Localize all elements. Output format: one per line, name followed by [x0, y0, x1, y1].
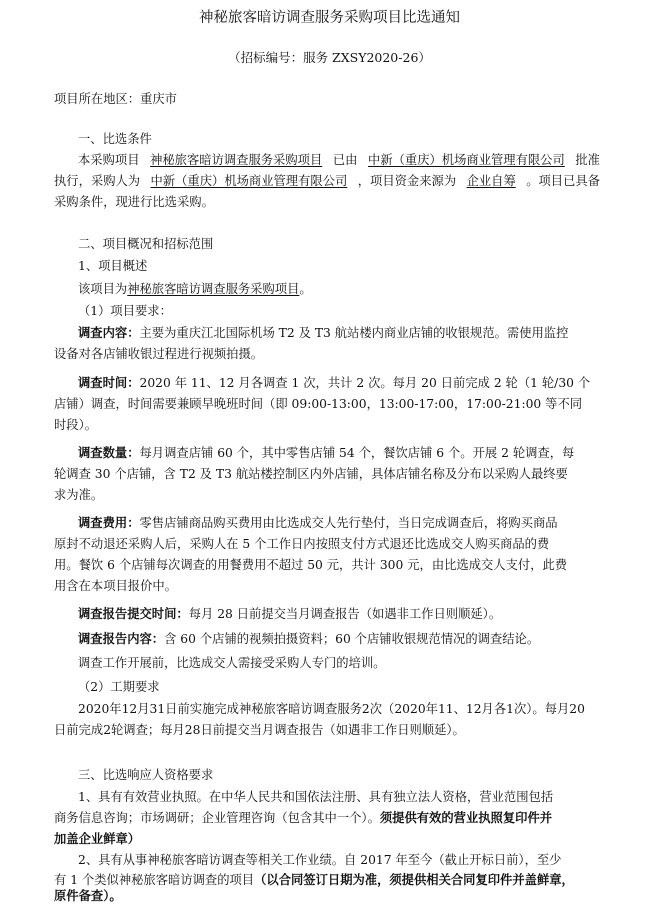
label: 调查报告提交时间： — [78, 606, 189, 621]
emphasis: （以合同签订日期为准，须提供相关合同复印件并盖鲜章， — [254, 872, 574, 887]
bid-number: （招标编号：服务 ZXSY2020-26） — [228, 50, 431, 65]
section1-line3: 采购条件，现进行比选采购。 — [54, 195, 214, 209]
requirements-heading: （1）项目要求： — [78, 304, 172, 318]
survey-time-line1 — [78, 375, 590, 391]
text: 含 60 个店铺的视频拍摄资料；60 个店铺收银规范情况的调查结论。 — [164, 632, 540, 646]
text: 。 — [299, 282, 312, 296]
survey-qty-line1 — [78, 445, 574, 461]
text: 已由 — [332, 153, 358, 167]
qual1-line3: 加盖企业鲜章） — [54, 831, 141, 846]
approver-name: 中新（重庆）机场商业管理有限公司 — [368, 153, 565, 167]
survey-cost-line3: 用。餐饮 6 个店铺每次调查的用餐费用不超过 50 元，共计 300 元，由比选成交人支付，此费 — [54, 558, 568, 572]
section1-line1 — [78, 152, 600, 168]
project-name: 神秘旅客暗访调查服务采购项目 — [127, 282, 300, 296]
training-note: 调查工作开展前，比选成交人需接受采购人专门的培训。 — [78, 656, 386, 670]
text: 2020 年 11、12 月各调查 1 次，共计 2 次。每月 20 日前完成 2 轮（1 轮/30 个 — [139, 376, 591, 390]
period-line1: 2020年12月31日前实施完成神秘旅客暗访调查服务2次（2020年11、12月各1次）。每月20 — [78, 702, 585, 716]
text: 批准 — [575, 153, 600, 167]
qual2-line1: 2、具有从事神秘旅客暗访调查等相关工作业绩。自 2017 年至今（截止开标日前），至少 — [78, 853, 562, 867]
label: 调查时间： — [78, 375, 140, 390]
text: 执行，采购人为 — [54, 174, 141, 188]
survey-content-line2: 设备对各店铺收银过程进行视频拍摄。 — [54, 347, 264, 361]
fund-source: 企业自筹 — [466, 174, 516, 188]
text: 零售店铺商品购买费用由比选成交人先行垫付，当日完成调查后，将购买商品 — [139, 516, 558, 530]
survey-cost-line2: 原封不动退还采购人后，采购人在 5 个工作日内按照支付方式退还比选成交人购买商品的费 — [54, 537, 550, 551]
survey-cost-line4: 用含在本项目报价中。 — [54, 579, 177, 593]
label: 调查内容： — [78, 325, 140, 340]
text: 每月 28 日前提交当月调查报告（如遇非工作日则顺延）。 — [188, 607, 502, 621]
qual1-line1: 1、具有有效营业执照。在中华人民共和国依法注册、具有独立法人资格，营业范围包括 — [78, 790, 554, 804]
section3-heading: 三、比选响应人资格要求 — [78, 768, 214, 782]
report-content — [78, 631, 539, 647]
qual1-line2 — [54, 810, 552, 826]
report-time — [78, 606, 501, 622]
project-name-link: 神秘旅客暗访调查服务采购项目 — [150, 153, 323, 167]
period-line2: 日前完成2轮调查；每月28日前提交当月调查报告（如遇非工作日则顺延）。 — [54, 723, 465, 737]
purchaser-name: 中新（重庆）机场商业管理有限公司 — [150, 174, 348, 188]
survey-qty-line2: 轮调查 30 个店铺，含 T2 及 T3 航站楼控制区内外店铺，具体店铺名称及分布以采购人最终要 — [54, 467, 568, 481]
emphasis: 须提供有效的营业执照复印件并 — [379, 810, 553, 825]
section1-heading: 一、比选条件 — [78, 132, 152, 146]
label: 调查费用： — [78, 515, 140, 530]
subheading-overview: 1、项目概述 — [78, 259, 148, 273]
survey-time-line2: 店铺）调查，时间需要兼顾早晚班时间（即 09:00-13:00，13:00-17:00，17:00-21:00 等不同 — [54, 397, 583, 411]
survey-content-line1 — [78, 325, 568, 341]
text: 每月调查店铺 60 个，其中零售店铺 54 个，餐饮店铺 6 个。开展 2 轮调查，每 — [139, 446, 575, 460]
text: 该项目为 — [78, 282, 128, 296]
period-heading: （2）工期要求 — [78, 680, 160, 694]
text: 商务信息咨询；市场调研；企业管理咨询（包含其中一个）。 — [54, 811, 380, 825]
project-region: 项目所在地区：重庆市 — [54, 92, 177, 106]
qual2-line2 — [54, 872, 574, 888]
text: ，项目资金来源为 — [357, 174, 457, 188]
label: 调查报告内容： — [78, 631, 165, 646]
section1-line2 — [54, 173, 600, 189]
label: 调查数量： — [78, 445, 140, 460]
text: 本采购项目 — [78, 153, 140, 167]
survey-qty-line3: 求为准。 — [54, 488, 104, 502]
overview-text — [78, 281, 312, 297]
section2-heading: 二、项目概况和招标范围 — [78, 237, 214, 251]
survey-cost-line1 — [78, 515, 558, 531]
survey-time-line3: 时段）。 — [54, 418, 98, 432]
qual2-line3: 原件备查）。 — [54, 888, 122, 903]
text: 。项目已具备 — [526, 174, 600, 188]
document-title: 神秘旅客暗访调查服务采购项目比选通知 — [199, 10, 460, 26]
text: 主要为重庆江北国际机场 T2 及 T3 航站楼内商业店铺的收银规范。需使用监控 — [139, 326, 569, 340]
text: 有 1 个类似神秘旅客暗访调查的项目 — [54, 873, 255, 887]
